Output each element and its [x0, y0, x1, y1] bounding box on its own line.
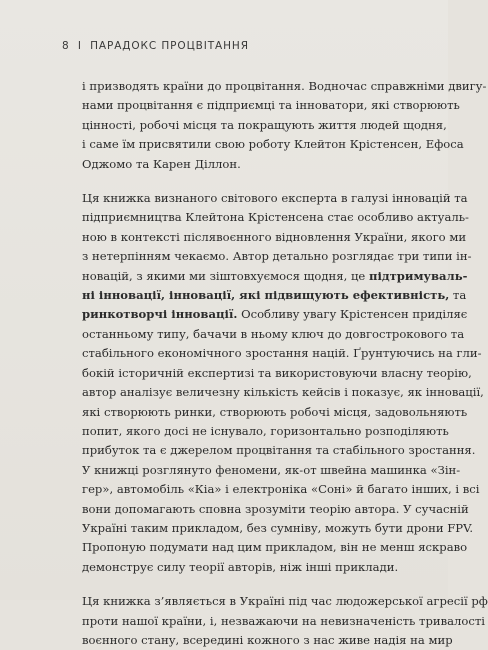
paragraph-2: [82, 189, 484, 577]
text-line: воєнного стану, всередині кожного з нас живе надія на мир: [82, 632, 453, 647]
text-line: гер», автомобіль «Кіа» і електроніка «Соні» й багато інших, і всі: [82, 482, 480, 497]
text-line: вони допомагають сповна зрозуміти теорію автора. У сучасній: [82, 501, 469, 516]
paragraph-3: [82, 592, 488, 650]
text-line: які створюють ринки, створюють робочі місця, задовольняють: [82, 404, 468, 419]
text-line: ною в контексті післявоєнного відновлення України, якого ми: [82, 229, 467, 244]
text-line: демонструє силу теорії авторів, ніж інші приклади.: [82, 559, 399, 574]
text-line: стабільного економічного зростання націй. Ґрунтуючись на гли-: [82, 346, 482, 361]
text-line: бокій історичній експертизі та використовуючи власну теорію,: [82, 365, 472, 380]
page-number: 8: [62, 40, 70, 52]
text-line: нами процвітання є підприємці та інноватори, які створюють: [82, 98, 460, 113]
text-line: ні інновації, інновації, які підвищують ефективність, та: [82, 288, 467, 303]
text-line: проти нашої країни, і, незважаючи на невизначеність тривалості: [82, 613, 485, 628]
header-separator: I: [77, 40, 82, 52]
emphasis-text: підтримуваль-: [368, 268, 468, 283]
body-text: [82, 77, 488, 650]
text-line: ринкотворчі інновації. Особливу увагу Крістенсен приділяє: [82, 307, 468, 322]
text-line: новацій, з якими ми зіштовхуємося щодня, це підтримуваль-: [82, 268, 468, 283]
paragraph-gap: [82, 577, 422, 592]
emphasis-text: ринкотворчі інновації.: [82, 307, 238, 322]
text-line: У книжці розглянуто феномени, як-от швейна машинка «Зін-: [82, 462, 461, 477]
text-line: Оджомо та Карен Діллон.: [82, 156, 241, 171]
text-line: Ця книжка визнаного світового експерта в галузі інновацій та: [82, 191, 468, 206]
text-line: з нетерпінням чекаємо. Автор детально розглядає три типи ін-: [82, 249, 472, 264]
paragraph-gap: [82, 174, 422, 189]
text-line: автор аналізує величезну кількість кейсів і показує, як інновації,: [82, 385, 484, 400]
text-line: Пропоную подумати над цим прикладом, він не менш яскраво: [82, 540, 468, 555]
text-line: Ця книжка з’являється в Україні під час людожерської агресії рф: [82, 594, 488, 609]
text-line: попит, якого досі не існувало, горизонтально розподіляють: [82, 423, 449, 438]
text-line: останньому типу, бачачи в ньому ключ до довгострокового та: [82, 326, 465, 341]
emphasis-text: ні інновації, інновації, які підвищують ефективність,: [82, 288, 450, 303]
text-line: цінності, робочі місця та покращують життя людей щодня,: [82, 117, 447, 132]
running-title: ПАРАДОКС ПРОЦВІТАННЯ: [90, 40, 249, 52]
text-line: підприємництва Клейтона Крістенсена стає особливо актуаль-: [82, 210, 469, 225]
running-header: [62, 40, 249, 52]
text-line: прибуток та є джерелом процвітання та стабільного зростання.: [82, 443, 476, 458]
text-line: і призводять країни до процвітання. Водночас справжніми двигу-: [82, 79, 487, 93]
paragraph-1: [82, 77, 487, 174]
text-line: і саме їм присвятили свою роботу Клейтон Крістенсен, Ефоса: [82, 137, 464, 152]
text-line: Україні таким прикладом, без сумніву, можуть бути дрони FPV.: [82, 520, 474, 535]
